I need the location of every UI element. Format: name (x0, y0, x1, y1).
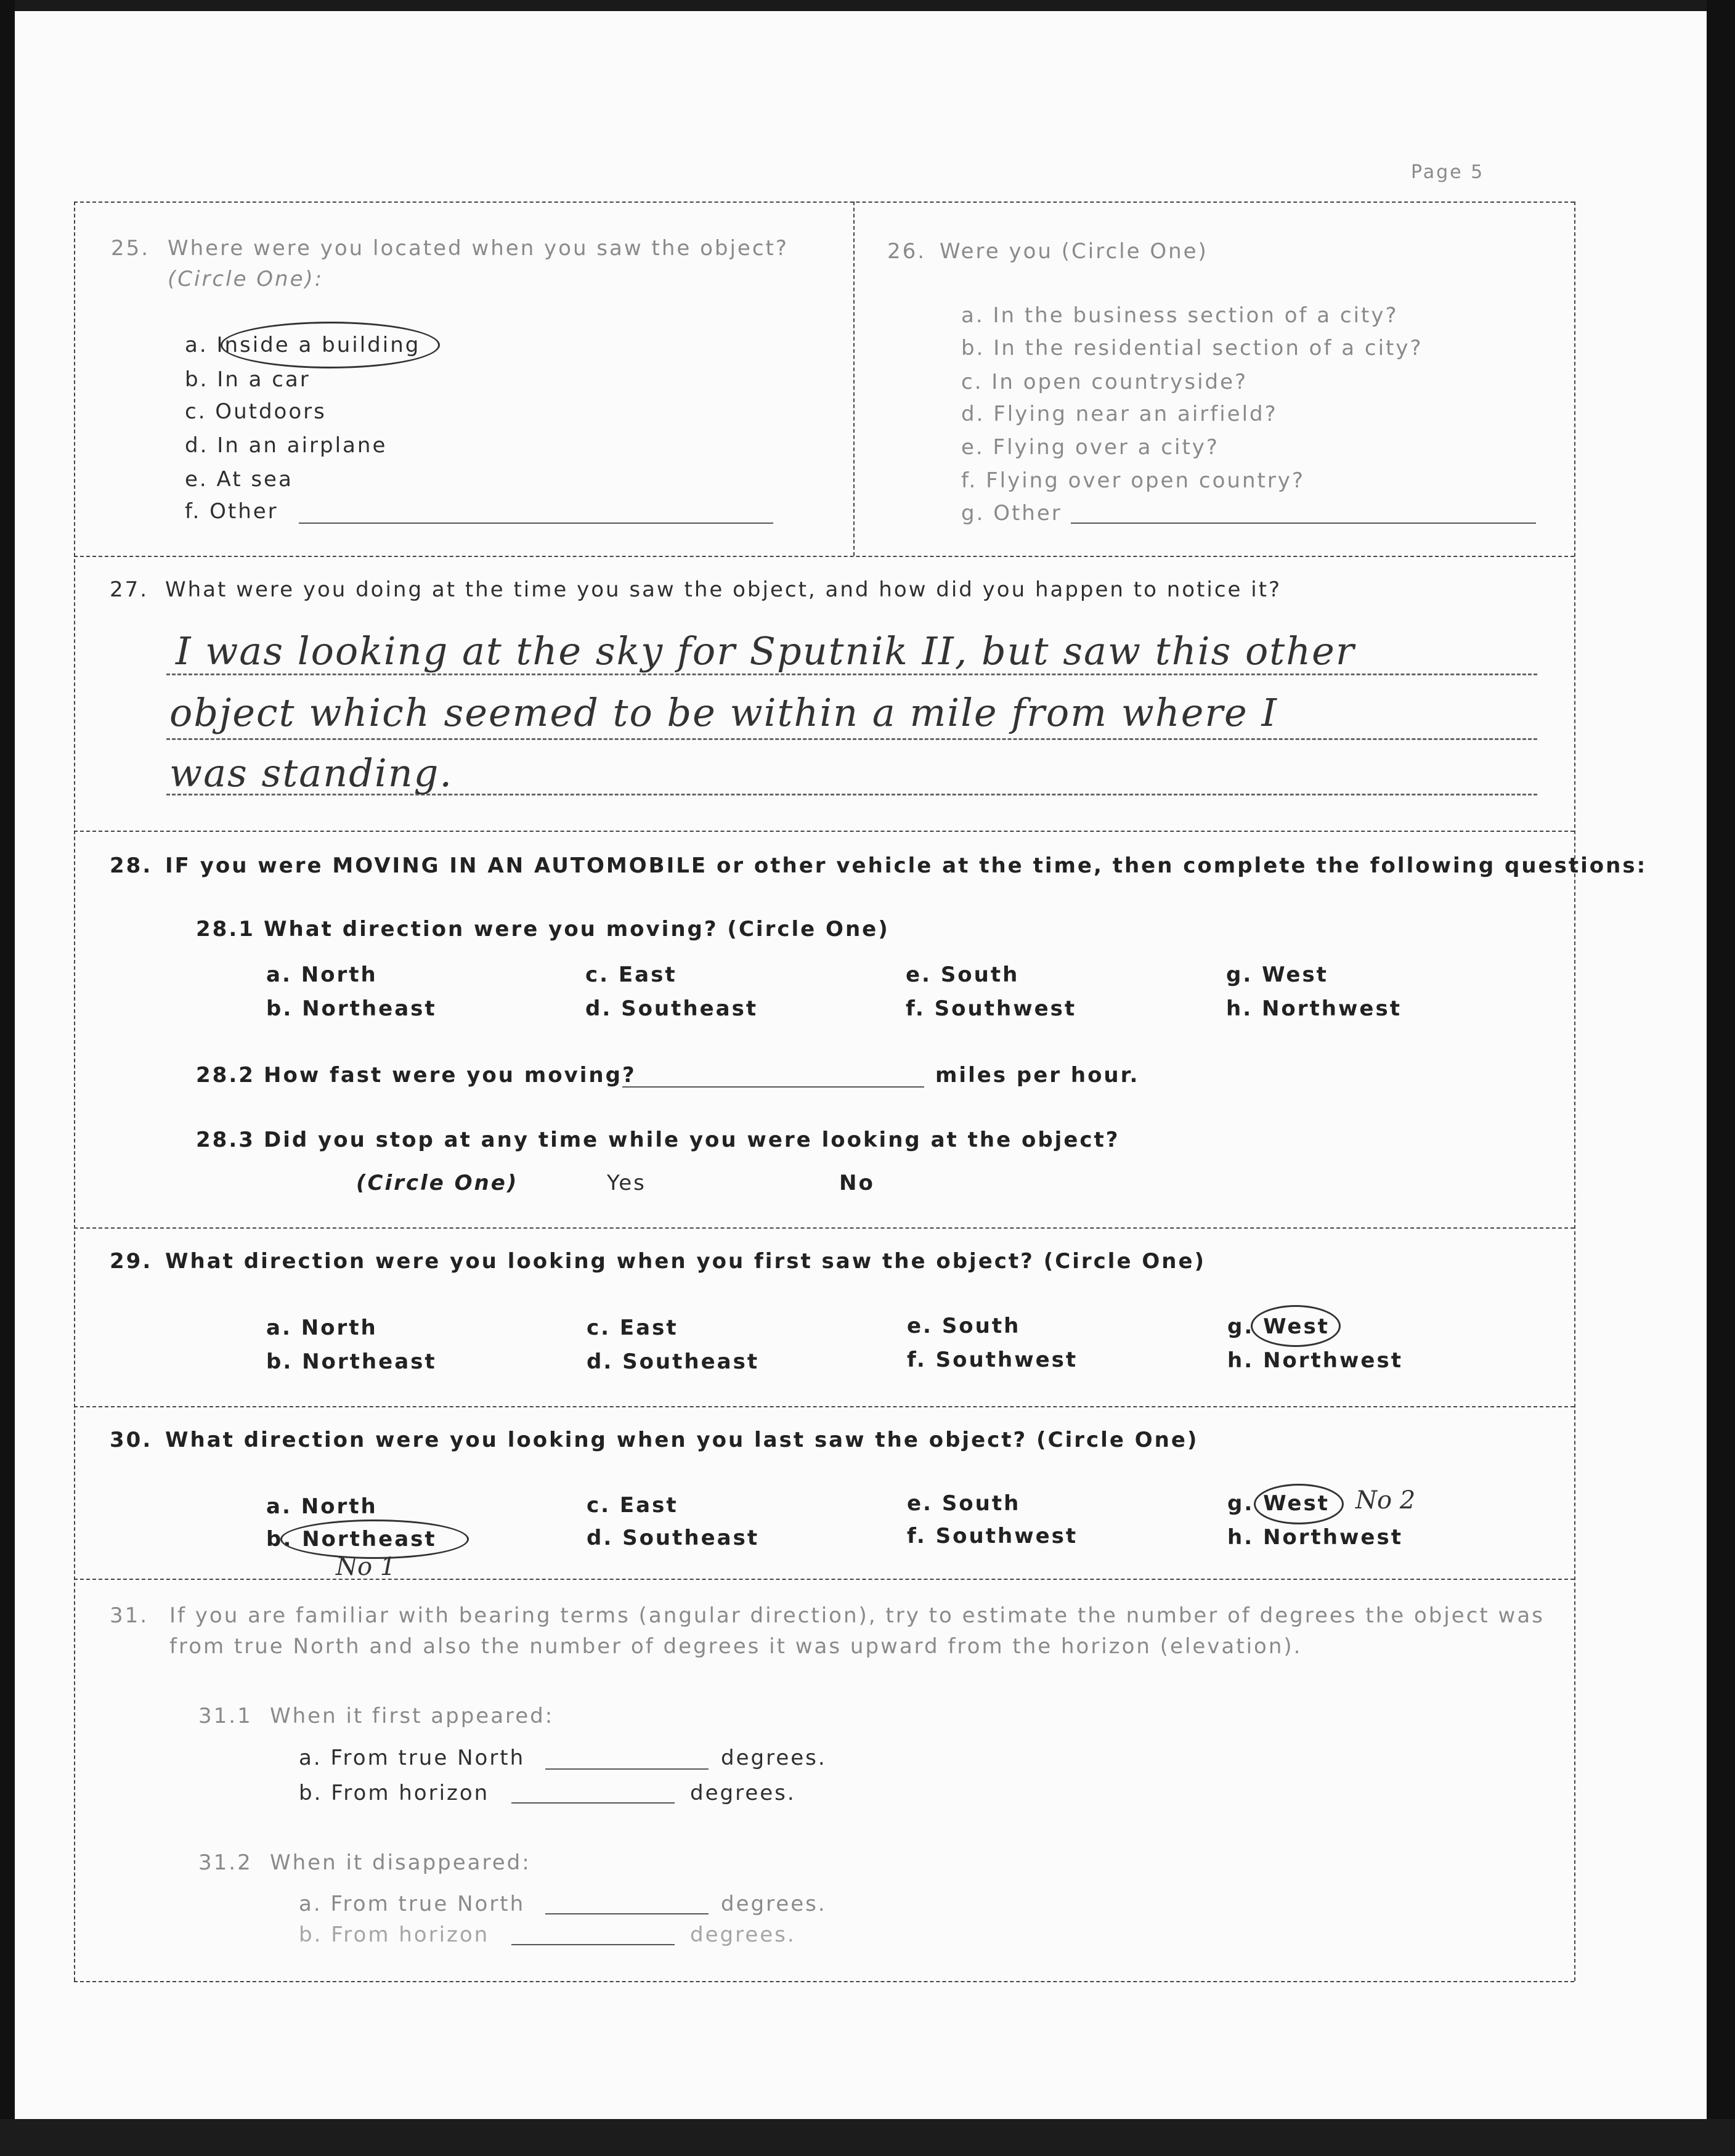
q25-instruction: (Circle One): (168, 267, 324, 291)
q29-option-a[interactable]: a. North (266, 1316, 378, 1340)
q311-horizon-label: b. From horizon (299, 1781, 490, 1805)
q282-speed-blank[interactable] (622, 1086, 924, 1088)
q311-north-unit: degrees. (721, 1746, 827, 1770)
q26-number: 26. (887, 239, 927, 264)
q29-option-h[interactable]: h. Northwest (1227, 1348, 1403, 1373)
q281-option-c[interactable]: c. East (585, 962, 677, 987)
q25-option-d[interactable]: d. In an airplane (185, 433, 388, 458)
q27-question: What were you doing at the time you saw the object, and how did you happen to notice it? (165, 577, 1282, 602)
form-left-border (74, 201, 75, 1981)
q283-question: Did you stop at any time while you were looking at the object? (264, 1128, 1120, 1152)
q25-answer-circle (221, 322, 440, 368)
q312-north-label: a. From true North (299, 1892, 526, 1916)
q31-question-line-1: If you are familiar with bearing terms (angular direction), try to estimate the number of degrees the object was (169, 1603, 1545, 1628)
q27-handwritten-line-2: object which seemed to be within a mile from where I (169, 690, 1278, 735)
q312-north-blank[interactable] (545, 1913, 709, 1914)
q30-option-c[interactable]: c. East (587, 1493, 678, 1518)
q28-question: IF you were MOVING IN AN AUTOMOBILE or other vehicle at the time, then complete the following questions: (165, 853, 1648, 878)
q282-question: How fast were you moving? (264, 1063, 636, 1088)
form-bottom-border (74, 1981, 1574, 1982)
q281-question: What direction were you moving? (Circle One) (264, 917, 890, 942)
section-divider-27 (74, 556, 1574, 557)
q29-option-d[interactable]: d. Southeast (587, 1349, 760, 1374)
q311-north-label: a. From true North (299, 1746, 526, 1770)
q282-number: 28.2 (196, 1063, 255, 1088)
q312-horizon-blank[interactable] (511, 1944, 675, 1945)
q29-number: 29. (110, 1249, 153, 1274)
scan-edge-right (1707, 0, 1735, 2156)
q31-question-line-2: from true North and also the number of degrees it was upward from the horizon (elevation). (169, 1634, 1302, 1659)
q281-option-b[interactable]: b. Northeast (266, 996, 437, 1021)
q27-number: 27. (110, 577, 149, 602)
section-divider-30 (74, 1406, 1574, 1407)
q311-horizon-blank[interactable] (511, 1802, 675, 1804)
q25-option-a[interactable]: a. Inside a building (185, 333, 421, 357)
q26-option-c[interactable]: c. In open countryside? (961, 370, 1248, 394)
q281-option-d[interactable]: d. Southeast (585, 996, 758, 1021)
q283-yes-option[interactable]: Yes (607, 1171, 646, 1195)
q29-question: What direction were you looking when you first saw the object? (Circle One) (165, 1249, 1206, 1274)
q30-question: What direction were you looking when you last saw the object? (Circle One) (165, 1428, 1199, 1452)
section-divider-29 (74, 1227, 1574, 1229)
q26-option-a[interactable]: a. In the business section of a city? (961, 303, 1399, 328)
q29-option-g[interactable]: g. West (1227, 1314, 1330, 1339)
q26-option-g[interactable]: g. Other (961, 501, 1062, 526)
q312-label: When it disappeared: (270, 1850, 531, 1875)
q29-option-b[interactable]: b. Northeast (266, 1349, 437, 1374)
q30-option-b[interactable]: b. Northeast (266, 1527, 437, 1552)
q29-option-f[interactable]: f. Southwest (907, 1348, 1078, 1372)
q281-number: 28.1 (196, 917, 255, 942)
q26-option-f[interactable]: f. Flying over open country? (961, 468, 1305, 493)
q25-option-f[interactable]: f. Other (185, 499, 278, 524)
q283-instruction: (Circle One) (356, 1171, 519, 1195)
q281-option-a[interactable]: a. North (266, 962, 378, 987)
q25-other-blank[interactable] (299, 523, 773, 524)
q312-number: 31.2 (198, 1850, 253, 1875)
q312-horizon-label: b. From horizon (299, 1922, 490, 1947)
scan-edge-top (0, 0, 1735, 11)
q311-horizon-unit: degrees. (690, 1781, 796, 1805)
q312-north-unit: degrees. (721, 1892, 827, 1916)
q30-northeast-note: No 1 (336, 1553, 396, 1581)
scan-edge-left (0, 0, 15, 2156)
q31-number: 31. (110, 1603, 149, 1628)
q30-west-circle (1254, 1484, 1344, 1524)
q311-number: 31.1 (198, 1704, 253, 1728)
q27-answer-line-1 (166, 673, 1537, 675)
q281-option-e[interactable]: e. South (906, 962, 1020, 987)
q282-suffix: miles per hour. (935, 1063, 1140, 1088)
q26-question: Were you (Circle One) (940, 239, 1208, 264)
q30-option-d[interactable]: d. Southeast (587, 1526, 760, 1550)
q26-option-d[interactable]: d. Flying near an airfield? (961, 402, 1278, 426)
q28-number: 28. (110, 853, 153, 878)
q27-handwritten-line-3: was standing. (169, 751, 453, 795)
q312-horizon-unit: degrees. (690, 1922, 796, 1947)
q25-number: 25. (111, 236, 150, 261)
q29-option-c[interactable]: c. East (587, 1316, 678, 1340)
scan-edge-bottom (0, 2119, 1735, 2156)
page-label: Page 5 (1411, 161, 1485, 183)
section-divider-31 (74, 1579, 1574, 1580)
q281-option-g[interactable]: g. West (1226, 962, 1328, 987)
q29-answer-circle (1251, 1305, 1341, 1347)
q30-west-note: No 2 (1355, 1486, 1416, 1515)
q25-option-c[interactable]: c. Outdoors (185, 399, 327, 424)
q27-handwritten-line-1: I was looking at the sky for Sputnik II, but saw this other (176, 628, 1355, 673)
q283-number: 28.3 (196, 1128, 255, 1152)
q281-option-h[interactable]: h. Northwest (1226, 996, 1402, 1021)
q25-question: Where were you located when you saw the object? (168, 236, 789, 261)
q30-option-h[interactable]: h. Northwest (1227, 1525, 1403, 1550)
form-top-border (74, 201, 1574, 203)
q26-other-blank[interactable] (1071, 523, 1536, 524)
q311-label: When it first appeared: (270, 1704, 555, 1728)
q29-option-e[interactable]: e. South (907, 1314, 1021, 1338)
form-right-border (1574, 201, 1575, 1981)
q30-option-f[interactable]: f. Southwest (907, 1524, 1078, 1548)
q27-answer-line-2 (166, 738, 1537, 740)
section-divider-28 (74, 831, 1574, 832)
q25-option-e[interactable]: e. At sea (185, 467, 293, 492)
q311-north-blank[interactable] (545, 1768, 709, 1770)
q25-option-b[interactable]: b. In a car (185, 367, 311, 392)
q26-option-e[interactable]: e. Flying over a city? (961, 435, 1219, 460)
q25-q26-divider (853, 201, 855, 556)
q30-option-g[interactable]: g. West (1227, 1491, 1330, 1516)
q30-number: 30. (110, 1428, 153, 1452)
q281-option-f[interactable]: f. Southwest (906, 996, 1077, 1021)
q26-option-b[interactable]: b. In the residential section of a city? (961, 336, 1423, 360)
q30-option-e[interactable]: e. South (907, 1491, 1021, 1516)
q30-option-a[interactable]: a. North (266, 1494, 378, 1519)
q283-no-option[interactable]: No (839, 1171, 875, 1195)
